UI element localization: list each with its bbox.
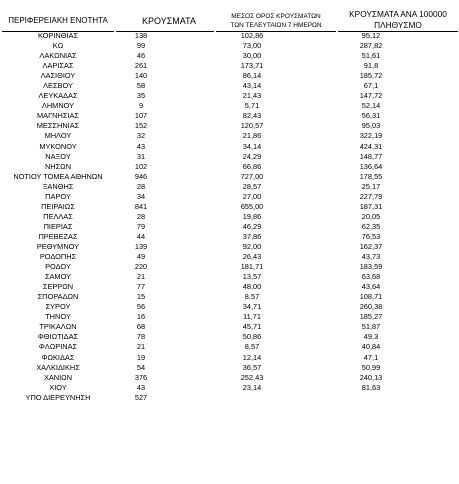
cell-avg7: 181,71 bbox=[240, 262, 264, 272]
table-row bbox=[0, 142, 459, 152]
cell-region: ΠΕΛΛΑΣ bbox=[43, 211, 73, 221]
table-row bbox=[0, 353, 459, 363]
cell-region: ΛΗΜΝΟΥ bbox=[41, 101, 75, 111]
cell-cases: 77 bbox=[136, 282, 146, 292]
cell-per100k: 49,3 bbox=[363, 332, 379, 342]
cell-per100k: 25,17 bbox=[361, 181, 381, 191]
cell-cases: 28 bbox=[136, 181, 146, 191]
cell-cases: 99 bbox=[136, 41, 146, 51]
table-row bbox=[0, 31, 459, 41]
cell-region: ΡΕΘΥΜΝΟΥ bbox=[36, 241, 80, 251]
table-row bbox=[0, 322, 459, 332]
table-row bbox=[0, 152, 459, 162]
cell-per100k: 51,61 bbox=[361, 51, 381, 61]
cell-cases: 140 bbox=[134, 71, 148, 81]
cell-cases: 102 bbox=[134, 161, 148, 171]
cell-avg7: 34,71 bbox=[242, 302, 262, 312]
cell-per100k: 56,31 bbox=[361, 111, 381, 121]
table-body bbox=[0, 31, 459, 403]
cell-cases: 220 bbox=[134, 262, 148, 272]
cell-per100k: 62,35 bbox=[361, 221, 381, 231]
table-row bbox=[0, 101, 459, 111]
table-row bbox=[0, 162, 459, 172]
cell-cases: 21 bbox=[136, 342, 146, 352]
table-row bbox=[0, 312, 459, 322]
cell-avg7: 43,14 bbox=[242, 81, 262, 91]
cell-per100k: 260,38 bbox=[359, 302, 383, 312]
cell-cases: 43 bbox=[136, 382, 146, 392]
cell-region: ΦΘΙΩΤΙΔΑΣ bbox=[37, 332, 79, 342]
table-row bbox=[0, 192, 459, 202]
table-row bbox=[0, 212, 459, 222]
cell-avg7: 102,86 bbox=[240, 31, 264, 40]
cell-avg7: 27,00 bbox=[242, 191, 262, 201]
cell-avg7: 82,43 bbox=[242, 111, 262, 121]
cell-avg7: 46,29 bbox=[242, 221, 262, 231]
cell-cases: 46 bbox=[136, 51, 146, 61]
cell-avg7: 12,14 bbox=[242, 352, 262, 362]
cell-per100k: 185,27 bbox=[359, 312, 383, 322]
cell-region: ΧΑΛΚΙΔΙΚΗΣ bbox=[36, 362, 80, 372]
table-row bbox=[0, 373, 459, 383]
cell-per100k: 63,68 bbox=[361, 272, 381, 282]
table-row bbox=[0, 252, 459, 262]
cell-per100k: 95,12 bbox=[361, 31, 381, 40]
cell-avg7: 19,86 bbox=[242, 211, 262, 221]
cell-avg7: 21,86 bbox=[242, 131, 262, 141]
cell-per100k: 108,71 bbox=[359, 292, 383, 302]
table-row bbox=[0, 332, 459, 342]
cell-avg7: 36,57 bbox=[242, 362, 262, 372]
cell-cases: 58 bbox=[136, 81, 146, 91]
cell-region: ΣΠΟΡΑΔΩΝ bbox=[37, 292, 79, 302]
cell-avg7: 37,86 bbox=[242, 231, 262, 241]
table-row bbox=[0, 242, 459, 252]
cell-region: ΛΕΥΚΑΔΑΣ bbox=[38, 91, 78, 101]
table-row bbox=[0, 342, 459, 352]
cell-cases: 68 bbox=[136, 322, 146, 332]
cell-avg7: 92,00 bbox=[242, 241, 262, 251]
cell-region: ΛΑΣΙΘΙΟΥ bbox=[40, 71, 76, 81]
cell-per100k: 148,77 bbox=[359, 151, 383, 161]
cell-avg7: 50,86 bbox=[242, 332, 262, 342]
cell-per100k: 183,59 bbox=[359, 262, 383, 272]
cell-cases: 527 bbox=[134, 392, 148, 402]
header-per100k-line2: ΠΛΗΘΥΣΜΟ bbox=[374, 20, 422, 30]
table-row bbox=[0, 393, 459, 403]
cell-region: ΠΙΕΡΙΑΣ bbox=[43, 221, 73, 231]
cell-avg7: 23,14 bbox=[242, 382, 262, 392]
cell-per100k: 47,1 bbox=[363, 352, 379, 362]
cell-region: ΡΟΔΟΥ bbox=[45, 262, 71, 272]
cell-cases: 138 bbox=[134, 31, 148, 40]
table-row bbox=[0, 131, 459, 141]
table-row bbox=[0, 282, 459, 292]
cell-cases: 49 bbox=[136, 252, 146, 262]
cell-avg7: 24,29 bbox=[242, 151, 262, 161]
cell-avg7: 252,43 bbox=[240, 372, 264, 382]
cell-cases: 15 bbox=[136, 292, 146, 302]
cell-region: ΠΑΡΟΥ bbox=[45, 191, 71, 201]
cell-avg7: 8,57 bbox=[244, 342, 260, 352]
cell-per100k: 185,72 bbox=[359, 71, 383, 81]
table-row bbox=[0, 172, 459, 182]
cell-per100k: 240,13 bbox=[359, 372, 383, 382]
cell-region: ΣΥΡΟΥ bbox=[45, 302, 71, 312]
cell-region: ΜΑΓΝΗΣΙΑΣ bbox=[37, 111, 79, 121]
cell-region: ΤΗΝΟΥ bbox=[45, 312, 71, 322]
cell-avg7: 45,71 bbox=[242, 322, 262, 332]
cell-per100k: 43,73 bbox=[361, 252, 381, 262]
cell-cases: 19 bbox=[136, 352, 146, 362]
cell-cases: 21 bbox=[136, 272, 146, 282]
cell-avg7: 26,43 bbox=[242, 252, 262, 262]
cell-region: ΣΕΡΡΩΝ bbox=[42, 282, 74, 292]
table-row bbox=[0, 232, 459, 242]
cell-cases: 376 bbox=[134, 372, 148, 382]
cell-cases: 261 bbox=[134, 61, 148, 71]
cell-region: ΚΩ bbox=[52, 41, 64, 51]
table-row bbox=[0, 81, 459, 91]
cell-per100k: 76,53 bbox=[361, 231, 381, 241]
table-row bbox=[0, 363, 459, 373]
cell-avg7: 5,71 bbox=[244, 101, 260, 111]
header-avg7-line2: ΤΩΝ ΤΕΛΕΥΤΑΙΩΝ 7 ΗΜΕΡΩΝ bbox=[230, 22, 322, 29]
cell-per100k: 322,19 bbox=[359, 131, 383, 141]
cell-region: ΦΩΚΙΔΑΣ bbox=[41, 352, 75, 362]
cell-per100k: 95,03 bbox=[361, 121, 381, 131]
cell-cases: 9 bbox=[138, 101, 144, 111]
cell-avg7: 655,00 bbox=[240, 201, 264, 211]
cell-region: ΜΗΛΟΥ bbox=[44, 131, 72, 141]
cell-cases: 152 bbox=[134, 121, 148, 131]
cell-cases: 28 bbox=[136, 211, 146, 221]
header-region: ΠΕΡΙΦΕΡΕΙΑΚΗ ΕΝΟΤΗΤΑ bbox=[8, 16, 108, 25]
cell-region: ΡΟΔΟΠΗΣ bbox=[39, 252, 77, 262]
cell-region: ΜΕΣΣΗΝΙΑΣ bbox=[36, 121, 80, 131]
table-row bbox=[0, 383, 459, 393]
cell-region: ΝΑΞΟΥ bbox=[45, 151, 71, 161]
cell-region: ΞΑΝΘΗΣ bbox=[42, 181, 74, 191]
table-row bbox=[0, 292, 459, 302]
cell-per100k: 178,55 bbox=[359, 171, 383, 181]
header-cases: ΚΡΟΥΣΜΑΤΑ bbox=[142, 16, 196, 26]
cell-cases: 35 bbox=[136, 91, 146, 101]
table-row bbox=[0, 91, 459, 101]
table-row bbox=[0, 61, 459, 71]
table-row bbox=[0, 121, 459, 131]
cell-region: ΥΠΟ ΔΙΕΡΕΥΝΗΣΗ bbox=[25, 392, 91, 402]
table-row bbox=[0, 202, 459, 212]
cell-region: ΧΙΟΥ bbox=[49, 382, 67, 392]
cell-per100k: 424,31 bbox=[359, 141, 383, 151]
cell-region: ΚΟΡΙΝΘΙΑΣ bbox=[37, 31, 79, 40]
header-per100k-line1: ΚΡΟΥΣΜΑΤΑ ΑΝΑ 100000 bbox=[349, 9, 447, 19]
table-row bbox=[0, 71, 459, 81]
cell-cases: 841 bbox=[134, 201, 148, 211]
cell-cases: 43 bbox=[136, 141, 146, 151]
cell-avg7: 28,57 bbox=[242, 181, 262, 191]
cell-cases: 44 bbox=[136, 231, 146, 241]
cell-per100k: 43,64 bbox=[361, 282, 381, 292]
cell-region: ΧΑΝΙΩΝ bbox=[43, 372, 73, 382]
cell-region: ΝΗΣΩΝ bbox=[44, 161, 72, 171]
cell-avg7: 13,57 bbox=[242, 272, 262, 282]
cell-avg7: 120,57 bbox=[240, 121, 264, 131]
cell-region: ΜΥΚΟΝΟΥ bbox=[39, 141, 77, 151]
cell-per100k: 20,05 bbox=[361, 211, 381, 221]
cell-region: ΤΡΙΚΑΛΩΝ bbox=[39, 322, 77, 332]
cell-cases: 139 bbox=[134, 241, 148, 251]
cell-per100k: 52,14 bbox=[361, 101, 381, 111]
cell-cases: 34 bbox=[136, 191, 146, 201]
table-row bbox=[0, 302, 459, 312]
cell-avg7: 73,00 bbox=[242, 41, 262, 51]
cell-region: ΠΡΕΒΕΖΑΣ bbox=[38, 231, 78, 241]
cell-per100k: 287,82 bbox=[359, 41, 383, 51]
cell-avg7: 173,71 bbox=[240, 61, 264, 71]
cell-region: ΛΕΣΒΟΥ bbox=[43, 81, 73, 91]
cell-per100k: 147,72 bbox=[359, 91, 383, 101]
cell-cases: 79 bbox=[136, 221, 146, 231]
cell-per100k: 91,8 bbox=[363, 61, 379, 71]
table-row bbox=[0, 262, 459, 272]
cell-avg7: 21,43 bbox=[242, 91, 262, 101]
cell-per100k: 40,84 bbox=[361, 342, 381, 352]
cell-per100k: 51,87 bbox=[361, 322, 381, 332]
cell-cases: 107 bbox=[134, 111, 148, 121]
cell-avg7: 34,14 bbox=[242, 141, 262, 151]
cell-avg7: 86,14 bbox=[242, 71, 262, 81]
header-avg7-line1: ΜΕΣΟΣ ΟΡΟΣ ΚΡΟΥΣΜΑΤΩΝ bbox=[231, 13, 321, 20]
cell-per100k: 50,99 bbox=[361, 362, 381, 372]
cell-per100k: 67,1 bbox=[363, 81, 379, 91]
cell-per100k: 136,64 bbox=[359, 161, 383, 171]
header-avg7 bbox=[212, 12, 340, 30]
cell-region: ΠΕΙΡΑΙΩΣ bbox=[41, 201, 75, 211]
cell-region: ΛΑΡΙΣΑΣ bbox=[42, 61, 74, 71]
cell-region: ΦΛΩΡΙΝΑΣ bbox=[38, 342, 78, 352]
cell-region: ΛΑΚΩΝΙΑΣ bbox=[39, 51, 77, 61]
cell-avg7: 727,00 bbox=[240, 171, 264, 181]
cell-avg7: 11,71 bbox=[243, 312, 261, 322]
cell-avg7: 66,86 bbox=[242, 161, 262, 171]
cell-per100k: 162,37 bbox=[359, 241, 383, 251]
cell-region: ΝΟΤΙΟΥ ΤΟΜΕΑ ΑΘΗΝΩΝ bbox=[13, 171, 103, 181]
cell-per100k: 227,79 bbox=[359, 191, 383, 201]
cell-per100k: 187,31 bbox=[359, 201, 383, 211]
cell-region: ΣΑΜΟΥ bbox=[44, 272, 72, 282]
cell-avg7: 30,00 bbox=[242, 51, 262, 61]
header-per100k bbox=[336, 9, 459, 31]
cell-avg7: 48,00 bbox=[242, 282, 262, 292]
table-row bbox=[0, 41, 459, 51]
cell-cases: 32 bbox=[136, 131, 146, 141]
table-row bbox=[0, 51, 459, 61]
cell-cases: 946 bbox=[134, 171, 148, 181]
table-row bbox=[0, 111, 459, 121]
cell-cases: 56 bbox=[136, 302, 146, 312]
table-row bbox=[0, 222, 459, 232]
table-row bbox=[0, 182, 459, 192]
cell-cases: 78 bbox=[136, 332, 146, 342]
cell-cases: 31 bbox=[136, 151, 146, 161]
cell-avg7: 8,57 bbox=[244, 292, 260, 302]
table-row bbox=[0, 272, 459, 282]
cell-per100k: 81,63 bbox=[361, 382, 381, 392]
cell-cases: 54 bbox=[136, 362, 146, 372]
cell-cases: 16 bbox=[136, 312, 146, 322]
